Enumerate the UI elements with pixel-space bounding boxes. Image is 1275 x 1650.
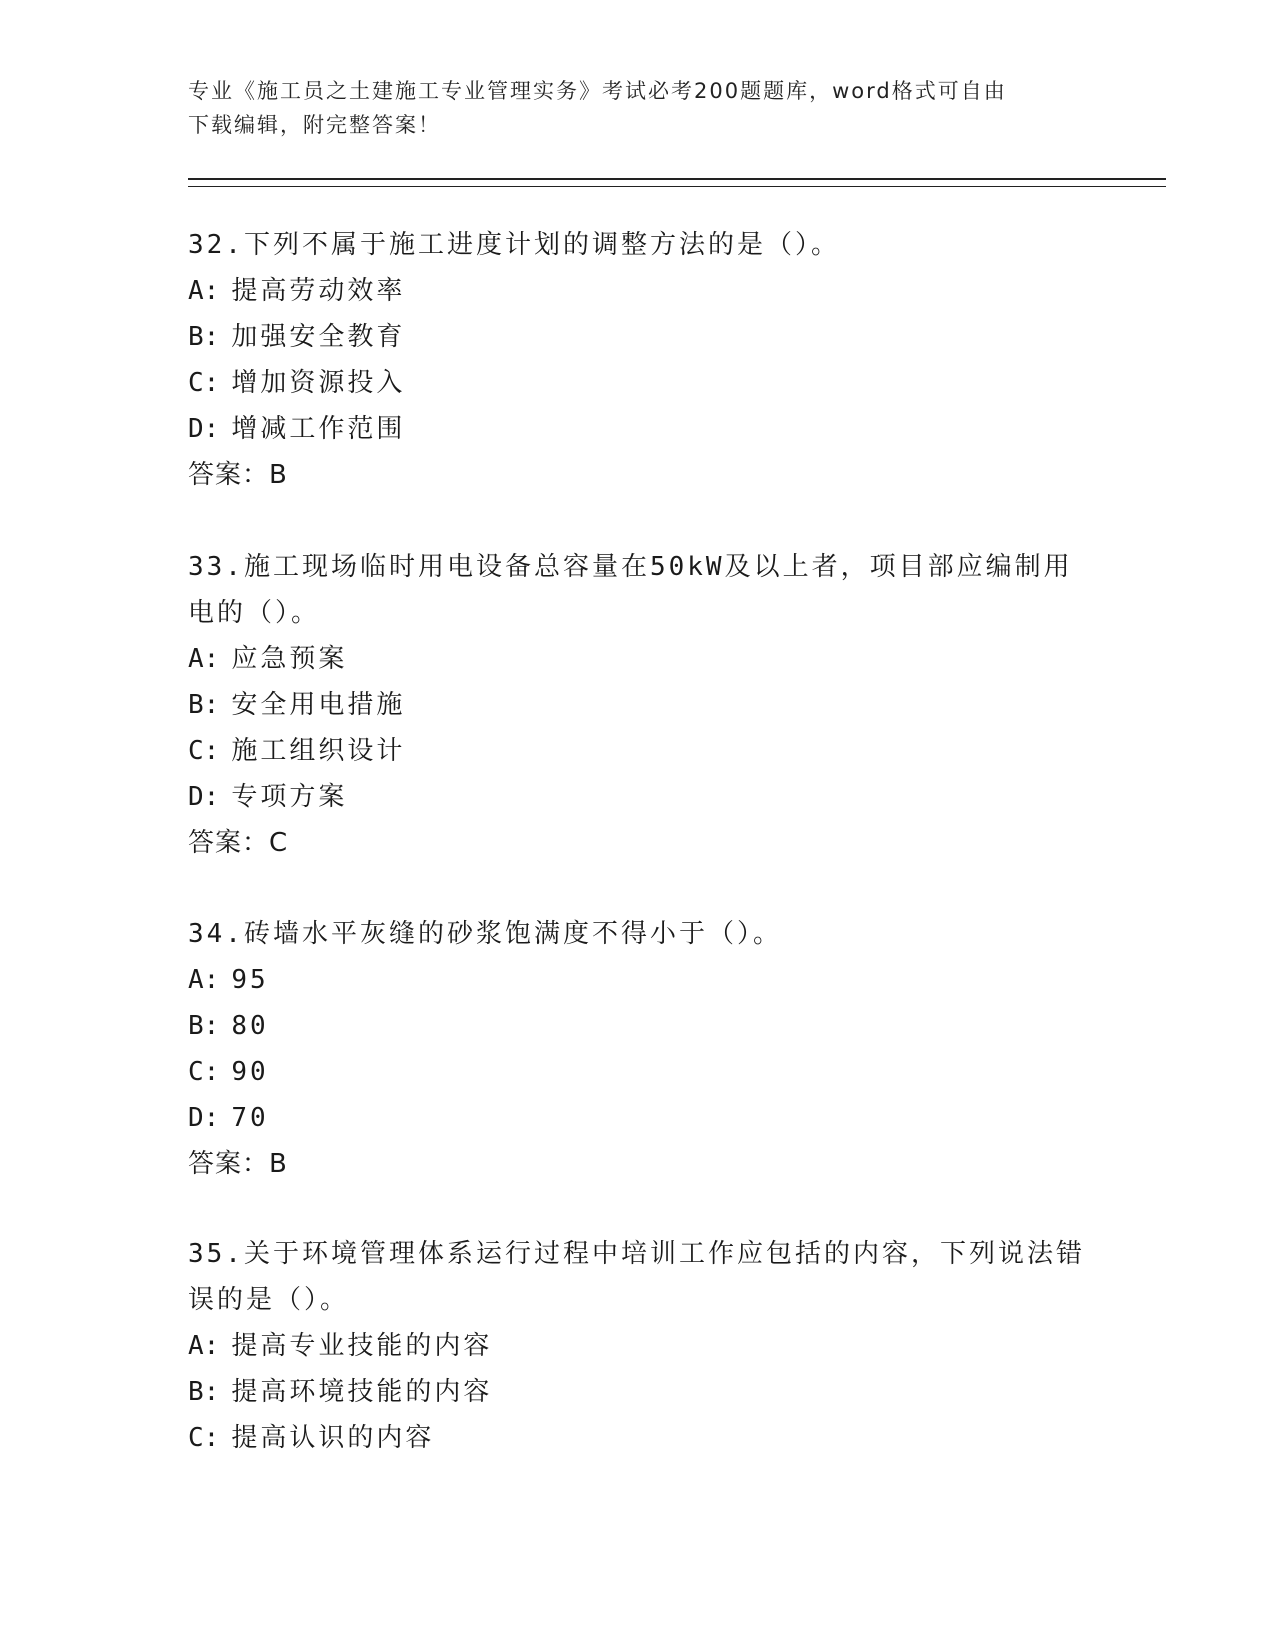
option-c xyxy=(188,1415,1088,1461)
option-label: B: xyxy=(188,690,220,720)
option-text: 施工组织设计 xyxy=(231,736,406,766)
option-b xyxy=(188,1369,1088,1415)
header-divider xyxy=(188,178,1166,187)
option-label: C: xyxy=(188,736,220,766)
option-b xyxy=(188,682,1088,728)
option-label: C: xyxy=(188,1423,220,1453)
option-label: C: xyxy=(188,1057,220,1087)
answer: 答案：B xyxy=(188,1149,288,1179)
question-33 xyxy=(188,544,1088,866)
option-text: 安全用电措施 xyxy=(231,690,406,720)
option-b xyxy=(188,314,1088,360)
option-text: 增减工作范围 xyxy=(231,414,406,444)
document-header xyxy=(188,74,1088,142)
option-c xyxy=(188,728,1088,774)
option-text: 95 xyxy=(231,965,269,995)
answer: 答案：C xyxy=(188,828,289,858)
question-32 xyxy=(188,222,1088,498)
option-a xyxy=(188,957,1088,1003)
question-stem: 32.下列不属于施工进度计划的调整方法的是（）。 xyxy=(188,230,840,260)
question-35 xyxy=(188,1231,1088,1461)
option-text: 90 xyxy=(231,1057,269,1087)
option-text: 加强安全教育 xyxy=(231,322,406,352)
option-label: D: xyxy=(188,782,220,812)
option-d xyxy=(188,774,1088,820)
option-d xyxy=(188,406,1088,452)
option-text: 提高专业技能的内容 xyxy=(231,1331,493,1361)
option-label: C: xyxy=(188,368,220,398)
answer: 答案：B xyxy=(188,460,288,490)
question-34 xyxy=(188,911,1088,1187)
option-label: B: xyxy=(188,1011,220,1041)
option-label: A: xyxy=(188,276,220,306)
question-stem-line-2: 误的是（）。 xyxy=(188,1285,350,1315)
option-b xyxy=(188,1003,1088,1049)
option-a xyxy=(188,636,1088,682)
question-stem: 34.砖墙水平灰缝的砂浆饱满度不得小于（）。 xyxy=(188,919,782,949)
header-line-2: 下载编辑，附完整答案！ xyxy=(188,113,441,137)
option-c xyxy=(188,1049,1088,1095)
option-c xyxy=(188,360,1088,406)
option-a xyxy=(188,268,1088,314)
question-stem-line-1: 33.施工现场临时用电设备总容量在50kW及以上者，项目部应编制用 xyxy=(188,552,1073,582)
option-label: D: xyxy=(188,414,220,444)
option-label: B: xyxy=(188,1377,220,1407)
option-label: D: xyxy=(188,1103,220,1133)
option-text: 专项方案 xyxy=(231,782,348,812)
option-label: B: xyxy=(188,322,220,352)
option-text: 80 xyxy=(231,1011,269,1041)
option-text: 增加资源投入 xyxy=(231,368,406,398)
header-line-1: 专业《施工员之土建施工专业管理实务》考试必考200题题库，word格式可自由 xyxy=(188,79,1007,103)
option-d xyxy=(188,1095,1088,1141)
option-text: 提高认识的内容 xyxy=(231,1423,435,1453)
option-label: A: xyxy=(188,965,220,995)
option-text: 提高劳动效率 xyxy=(231,276,406,306)
option-a xyxy=(188,1323,1088,1369)
question-stem-line-1: 35.关于环境管理体系运行过程中培训工作应包括的内容，下列说法错 xyxy=(188,1239,1085,1269)
option-label: A: xyxy=(188,1331,220,1361)
option-text: 70 xyxy=(231,1103,269,1133)
question-stem-line-2: 电的（）。 xyxy=(188,598,321,628)
option-text: 应急预案 xyxy=(231,644,348,674)
option-label: A: xyxy=(188,644,220,674)
option-text: 提高环境技能的内容 xyxy=(231,1377,493,1407)
